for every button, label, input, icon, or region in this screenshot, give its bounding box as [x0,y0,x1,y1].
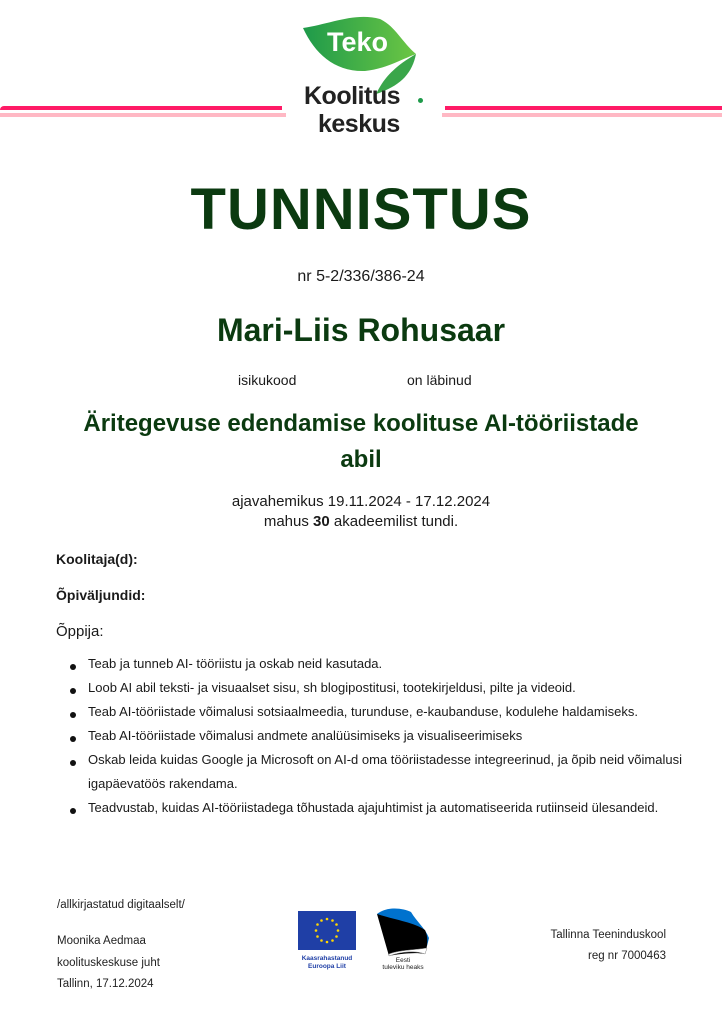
eu-caption-line1: Kaasrahastanud [301,955,353,962]
recipient-name: Mari-Liis Rohusaar [216,312,506,348]
signer-role: koolituskeskuse juht [57,957,160,969]
list-item: Teab ja tunneb AI- tööriistu ja oskab neid kasutada. [88,652,688,676]
period-text: ajavahemikus 19.11.2024 - 17.12.2024 [231,493,491,510]
place-date: Tallinn, 17.12.2024 [57,978,154,990]
teko-logo [290,14,430,139]
logo-brand: Teko [327,27,389,57]
list-item: Loob AI abil teksti- ja visuaalset sisu, sh blogipostitusi, tootekirjeldusi, pilte ja videoid. [88,676,688,700]
outcomes-list [60,652,688,820]
list-item: Teab AI-tööriistade võimalusi andmete analüüsimiseks ja visualiseerimiseks [88,724,688,748]
volume-suffix: akadeemilist tundi. [333,513,459,530]
volume-text [0,512,722,532]
certificate-number: nr 5-2/336/386-24 [297,268,425,285]
signer-name: Moonika Aedmaa [57,935,146,947]
estonia-flag-icon [375,908,433,963]
header-stripe-right [445,106,722,110]
logo-dot [418,98,423,103]
volume-hours: 30 [313,513,330,530]
list-item: Teadvustab, kuidas AI-tööriistadega tõhustada ajajuhtimist ja automatiseerida rutiinseid ülesandeid. [88,796,688,820]
estonia-caption [370,957,436,971]
eu-caption-line2: Euroopa Liit [308,963,346,970]
id-code-label: isikukood [238,372,297,388]
header-stripe-right-light [442,113,722,117]
eu-caption [288,955,366,971]
estonia-caption-line1: Eesti [395,957,411,964]
course-period [0,492,722,532]
certificate-title: TUNNISTUS [190,177,532,242]
organization-name: Tallinna Teeninduskool [550,929,666,941]
completed-label: on läbinud [407,372,472,388]
trainer-label: Koolitaja(d): [56,551,138,567]
estonia-caption-line2: tuleviku heaks [382,964,424,971]
logo-line1: Koolitus [304,82,400,110]
header-stripe-left-light [0,113,286,117]
eu-flag-icon [298,911,356,950]
header-stripe-left [0,106,282,110]
volume-prefix: mahus [263,513,309,530]
list-item: Teab AI-tööriistade võimalusi sotsiaalmeedia, turunduse, e-kaubanduse, kodulehe haldamiseks. [88,700,688,724]
registry-number: reg nr 7000463 [587,950,666,962]
signed-note: /allkirjastatud digitaalselt/ [57,899,185,911]
logo-line2: keskus [318,110,400,138]
learner-label: Õppija: [56,623,104,640]
list-item: Oskab leida kuidas Google ja Microsoft on AI-d oma tööriistadesse integreerinud, ja õpib neid võimalusi igapäevatöös rakendama. [88,748,688,796]
outcomes-label: Õpiväljundid: [56,587,146,603]
course-title: Äritegevuse edendamise koolituse AI-tööriistade abil [83,410,639,473]
